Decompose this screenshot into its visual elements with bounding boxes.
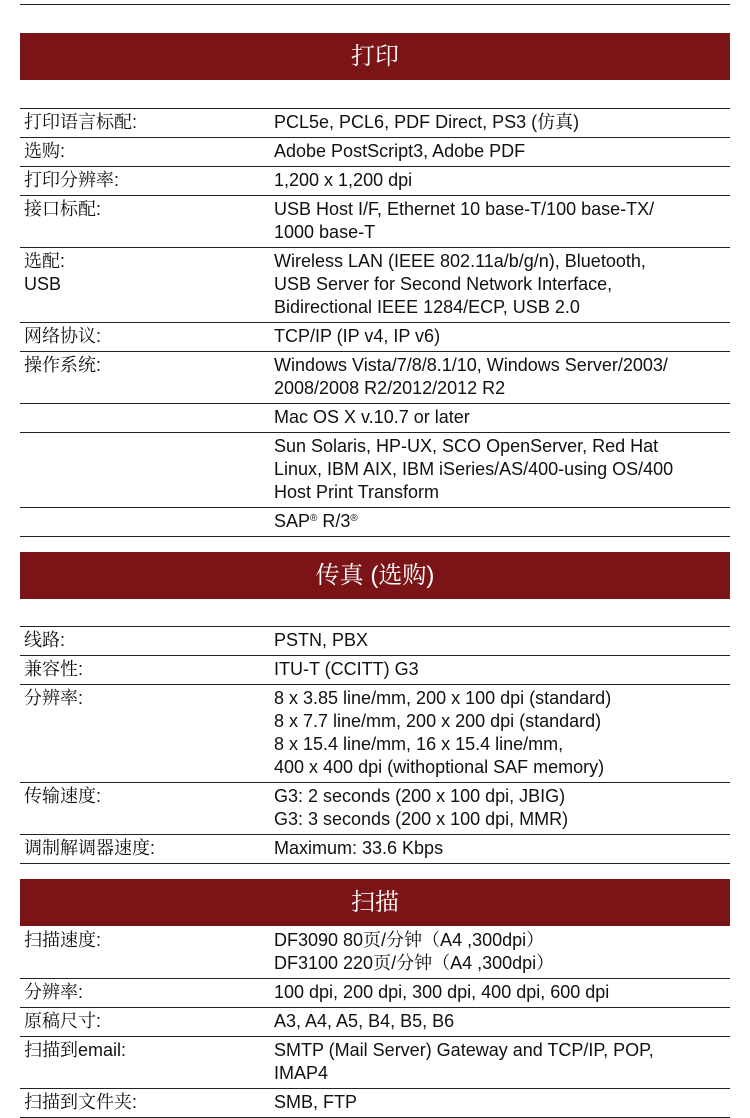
spec-label: 操作系统:: [24, 355, 102, 375]
spec-label: 线路:: [24, 630, 66, 650]
spec-value: 100 dpi, 200 dpi, 300 dpi, 400 dpi, 600 dpi: [274, 982, 610, 1002]
spec-label: 兼容性:: [24, 659, 84, 679]
sap-text: SAP: [274, 511, 311, 531]
spec-value: Mac OS X v.10.7 or later: [274, 407, 470, 427]
registered-mark: ®: [310, 513, 318, 524]
spec-value: 1,200 x 1,200 dpi: [274, 170, 413, 190]
registered-mark: ®: [350, 513, 358, 524]
spec-label: 调制解调器速度:: [24, 838, 156, 858]
spec-value: 8 x 3.85 line/mm, 200 x 100 dpi (standard) 8 x 7.7 line/mm, 200 x 200 dpi (standard) 8 x 15.4 line/mm, 16 x 15.4 line/mm, 400 x 400 dpi (withoptional SAF memory): [274, 688, 612, 777]
spec-value: G3: 2 seconds (200 x 100 dpi, JBIG) G3: 3 seconds (200 x 100 dpi, MMR): [274, 786, 569, 829]
spec-label: 选配: USB: [24, 251, 66, 294]
spec-row: [20, 1037, 730, 1089]
spec-value: TCP/IP (IP v4, IP v6): [274, 326, 441, 346]
print-section-title: 打印: [351, 43, 399, 70]
spec-row: [20, 167, 730, 196]
spec-row: [20, 138, 730, 167]
spec-row: [20, 323, 730, 352]
spec-row: [20, 352, 730, 404]
spec-value: Wireless LAN (IEEE 802.11a/b/g/n), Bluetooth, USB Server for Second Network Interface, Bidirectional IEEE 1284/ECP, USB 2.0: [274, 251, 646, 317]
spec-value: PCL5e, PCL6, PDF Direct, PS3 (仿真): [274, 112, 580, 132]
spec-label: 分辨率:: [24, 982, 84, 1002]
spec-value: ITU-T (CCITT) G3: [274, 659, 419, 679]
fax-spec-table: [20, 626, 730, 864]
scan-section-header: [20, 879, 730, 926]
print-spec-table: [20, 108, 730, 537]
spec-label: [20, 510, 274, 533]
fax-section-title: 传真 (选购): [315, 562, 435, 589]
spec-row: [20, 835, 730, 864]
spec-value: Windows Vista/7/8/8.1/10, Windows Server/2003/ 2008/2008 R2/2012/2012 R2: [274, 355, 668, 398]
spec-value-sap: [274, 510, 730, 533]
r3-text: R/3: [317, 511, 351, 531]
spec-label: 打印语言标配:: [24, 112, 138, 132]
spec-row: [20, 508, 730, 537]
spec-row: [20, 433, 730, 508]
spec-row: [20, 927, 730, 979]
print-section-header: [20, 33, 730, 80]
spec-value: A3, A4, A5, B4, B5, B6: [274, 1011, 455, 1031]
spec-label: 接口标配:: [24, 199, 102, 219]
spec-row: [20, 248, 730, 323]
spec-row: [20, 404, 730, 433]
scan-section-title: 扫描: [351, 889, 399, 916]
spec-label: 扫描速度:: [24, 930, 102, 950]
spec-row: [20, 685, 730, 783]
spec-label: [20, 406, 274, 429]
spec-label: 原稿尺寸:: [24, 1011, 102, 1031]
spec-label: 扫描到email:: [24, 1040, 127, 1060]
fax-section-header: [20, 552, 730, 599]
spec-value: Sun Solaris, HP-UX, SCO OpenServer, Red Hat Linux, IBM AIX, IBM iSeries/AS/400-using OS/400 Host Print Transform: [274, 436, 674, 502]
spec-value: SMB, FTP: [274, 1092, 358, 1112]
spec-row: [20, 979, 730, 1008]
spec-row: [20, 196, 730, 248]
spec-row: [20, 1089, 730, 1118]
spec-label: 分辨率:: [24, 688, 84, 708]
spec-row: [20, 656, 730, 685]
spec-row: [20, 783, 730, 835]
spec-label: 网络协议:: [24, 326, 102, 346]
spec-row: [20, 108, 730, 138]
spec-label: [20, 435, 274, 504]
spec-value: Maximum: 33.6 Kbps: [274, 838, 444, 858]
spec-label: 扫描到文件夹:: [24, 1092, 138, 1112]
spec-row: [20, 626, 730, 656]
spec-value: USB Host I/F, Ethernet 10 base-T/100 base-TX/ 1000 base-T: [274, 199, 655, 242]
spec-value: PSTN, PBX: [274, 630, 369, 650]
scan-spec-table: [20, 927, 730, 1118]
top-rule: [20, 4, 730, 5]
spec-value: Adobe PostScript3, Adobe PDF: [274, 141, 526, 161]
spec-value: DF3090 80页/分钟（A4 ,300dpi） DF3100 220页/分钟（A4 ,300dpi）: [274, 930, 555, 973]
spec-label: 打印分辨率:: [24, 170, 120, 190]
spec-label: 选购:: [24, 141, 66, 161]
spec-label: 传输速度:: [24, 786, 102, 806]
spec-value: SMTP (Mail Server) Gateway and TCP/IP, POP, IMAP4: [274, 1040, 654, 1083]
spec-row: [20, 1008, 730, 1037]
